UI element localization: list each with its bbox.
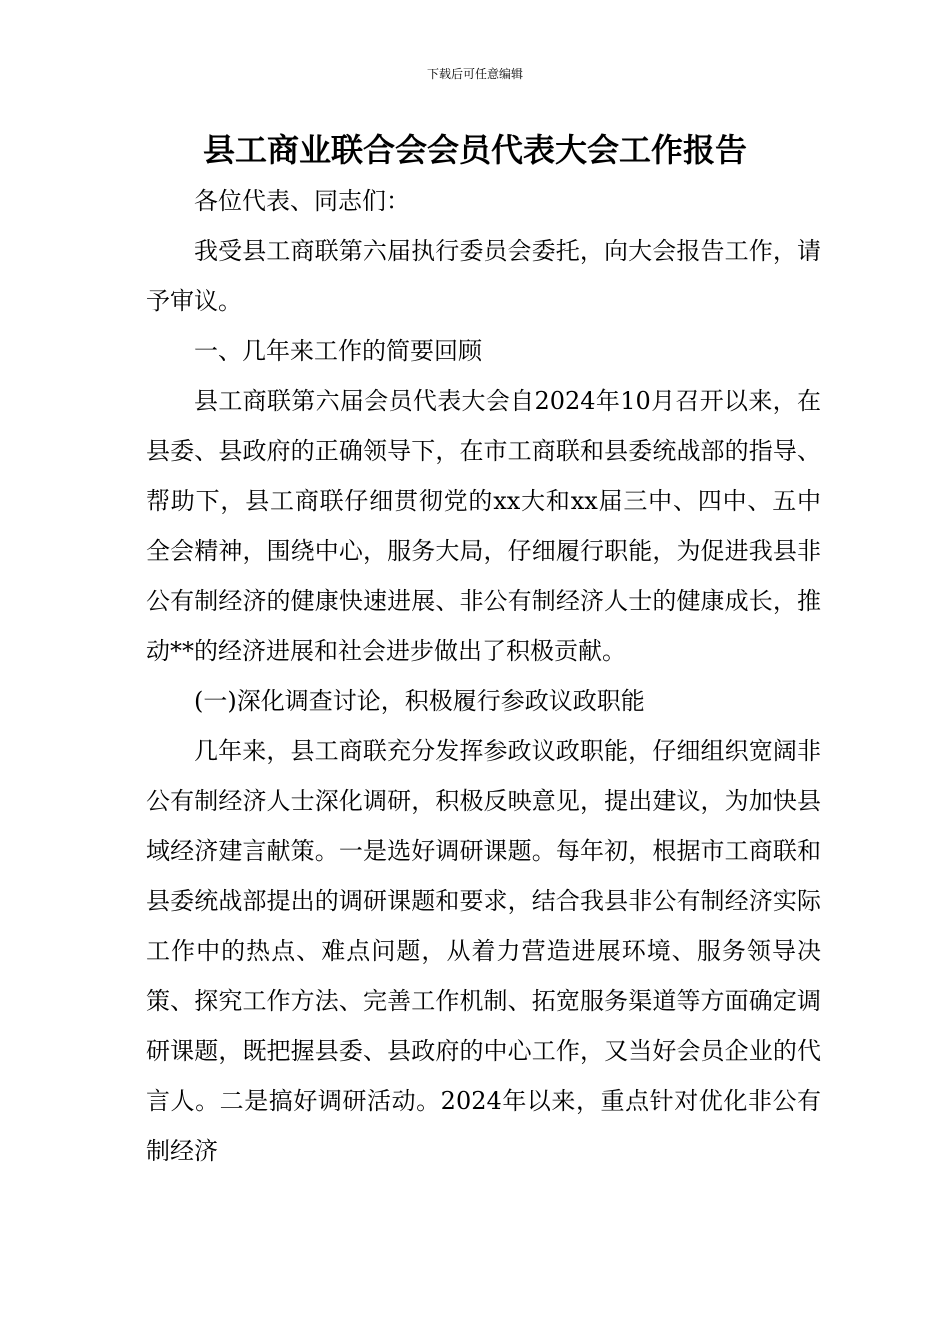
intro-paragraph: 我受县工商联第六届执行委员会委托，向大会报告工作，请予审议。 [146, 237, 821, 315]
body-paragraph: 几年来，县工商联充分发挥参政议政职能，仔细组织宽阔非公有制经济人士深化调研，积极反映意见，提出建议，为加快县域经济建言献策。一是选好调研课题。每年初，根据市工商联和县委统战部提出的调研课题和要求，结合我县非公有制经济实际工作中的热点、难点问题，从着力营造进展环境、服务领导决策、探究工作方法、完善工作机制、拓宽服务渠道等方面确定调研课题，既把握县委、县政府的中心工作，又当好会员企业的代言人。二是搞好调研活动。2024年以来，重点针对优化非公有制经济 [146, 737, 821, 1165]
salutation: 各位代表、同志们： [194, 187, 410, 215]
header-note: 下载后可任意编辑 [426, 67, 523, 81]
document-title: 县工商业联合会会员代表大会工作报告 [202, 131, 747, 169]
subsection-heading: (一)深化调查讨论，积极履行参政议政职能 [194, 687, 645, 715]
document-body [146, 176, 821, 1176]
body-paragraph: 县工商联第六届会员代表大会自2024年10月召开以来，在县委、县政府的正确领导下，在市工商联和县委统战部的指导、帮助下，县工商联仔细贯彻党的xx大和xx届三中、四中、五中全会精神，围绕中心，服务大局，仔细履行职能，为促进我县非公有制经济的健康快速进展、非公有制经济人士的健康成长，推动**的经济进展和社会进步做出了积极贡献。 [146, 387, 821, 665]
section-heading: 一、几年来工作的简要回顾 [194, 337, 482, 365]
